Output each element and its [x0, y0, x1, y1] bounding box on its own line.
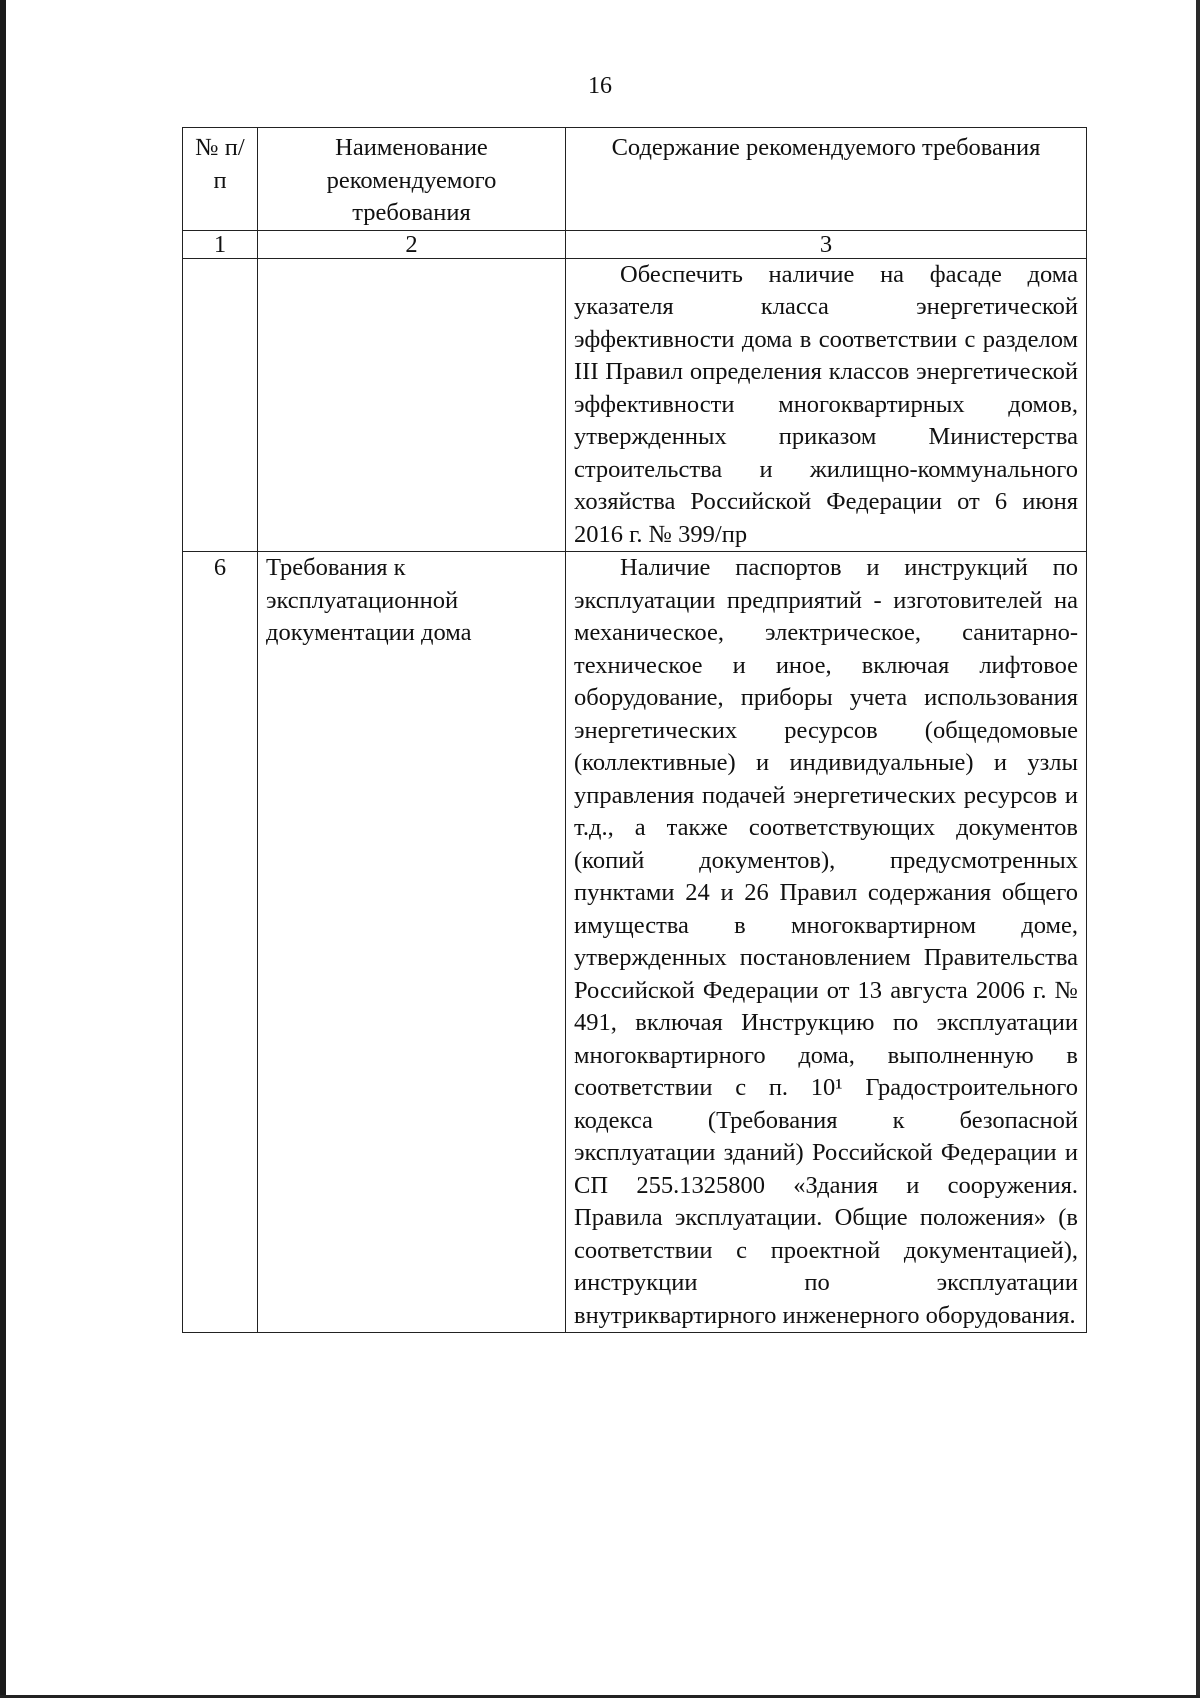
row-requirement-content: Обеспечить наличие на фасаде дома указателя класса энергетической эффективности дома в соответствии с разделом III Правил определения классов энергетической эффективности многоквартирных домов, утвержденных приказом Министерства строительства и жилищно-коммунального хозяйства Российской Федерации от 6 июня 2016 г. № 399/пр	[566, 258, 1087, 552]
row-number	[183, 258, 258, 552]
header-requirement-content: Содержание рекомендуемого требования	[566, 128, 1087, 231]
scan-edge-left	[0, 0, 6, 1698]
row-requirement-content: Наличие паспортов и инструкций по эксплуатации предприятий - изготовителей на механическое, электрическое, санитарно-техническое и иное, включая лифтовое оборудование, приборы учета использования энергетических ресурсов (общедомовые (коллективные) и индивидуальные) и узлы управления подачей энергетических ресурсов и т.д., а также соответствующих документов (копий документов), предусмотренных пунктами 24 и 26 Правил содержания общего имущества в многоквартирном доме, утвержденных постановлением Правительства Российской Федерации от 13 августа 2006 г. № 491, включая Инструкцию по эксплуатации многоквартирного дома, выполненную в соответствии с п. 10¹ Градостроительного кодекса (Требования к безопасной эксплуатации зданий) Российской Федерации и СП 255.1325800 «Здания и сооружения. Правила эксплуатации. Общие положения» (в соответствии с проектной документацией), инструкции по эксплуатации внутриквартирного инженерного оборудования.	[566, 552, 1087, 1333]
table-row	[183, 552, 1087, 1333]
header-requirement-name: Наименование рекомендуемого требования	[258, 128, 566, 231]
requirements-table	[182, 127, 1087, 1333]
column-number: 3	[566, 230, 1087, 258]
column-number: 1	[183, 230, 258, 258]
page-number: 16	[588, 73, 612, 99]
table-row	[183, 258, 1087, 552]
row-number: 6	[183, 552, 258, 1333]
column-number: 2	[258, 230, 566, 258]
header-number: № п/п	[183, 128, 258, 231]
scan-edge-right	[1196, 0, 1200, 1698]
row-requirement-name	[258, 258, 566, 552]
column-number-row	[183, 230, 1087, 258]
row-requirement-name: Требования к эксплуатационной документации дома	[258, 552, 566, 1333]
table-header-row	[183, 128, 1087, 231]
